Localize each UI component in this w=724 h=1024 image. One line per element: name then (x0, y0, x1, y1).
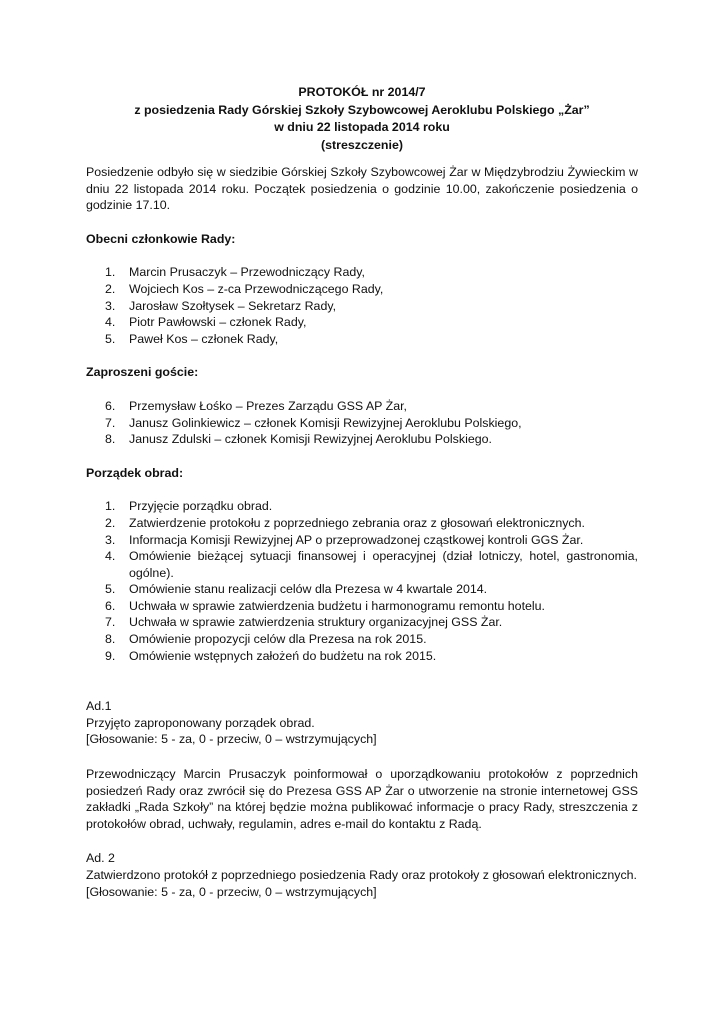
ad2-label: Ad. 2 (86, 851, 115, 866)
document-body (86, 164, 638, 900)
guests-heading: Zaproszeni goście: (86, 365, 199, 380)
list-item: 6. Uchwała w sprawie zatwierdzenia budżetu i harmonogramu remontu hotelu. (105, 598, 545, 613)
meeting-subject: z posiedzenia Rady Górskiej Szkoły Szybowcowej Aeroklubu Polskiego „Żar” (134, 102, 590, 117)
list-item: 2. Wojciech Kos – z-ca Przewodniczącego Rady, (105, 281, 384, 296)
list-item: 2. Zatwierdzenie protokołu z poprzedniego zebrania oraz z głosowań elektronicznych. (105, 515, 585, 530)
agenda-heading: Porządek obrad: (86, 465, 184, 480)
list-item: 9. Omówienie wstępnych założeń do budżetu na rok 2015. (105, 648, 437, 663)
list-item: 7. Janusz Golinkiewicz – członek Komisji Rewizyjnej Aeroklubu Polskiego, (105, 415, 522, 430)
list-item: 8. Janusz Zdulski – członek Komisji Rewizyjnej Aeroklubu Polskiego. (105, 432, 492, 447)
list-item: 8. Omówienie propozycji celów dla Prezesa na rok 2015. (105, 632, 427, 647)
list-item: 1. Marcin Prusaczyk – Przewodniczący Rady, (105, 265, 365, 280)
ad1-paragraph: Przewodniczący Marcin Prusaczyk poinformował o uporządkowaniu protokołów z poprzednich posiedzeń Rady oraz zwrócił się do Prezesa GSS AP Żar o utworzenie na stronie internetowej GSS zakładki „Rada Szkoły” na której będzie można publikować informacje o pracy Rady, streszczenia z protokołów obrad, uchwały, regulamin, adres e-mail do kontaktu z Radą. (86, 767, 638, 831)
document-header (0, 84, 724, 154)
list-item: 3. Informacja Komisji Rewizyjnej AP o przeprowadzonej cząstkowej kontroli GGS Żar. (105, 532, 584, 547)
ad2-vote: [Głosowanie: 5 - za, 0 - przeciw, 0 – wstrzymujących] (86, 884, 377, 899)
list-item: 5. Paweł Kos – członek Rady, (105, 331, 279, 346)
intro-paragraph: Posiedzenie odbyło się w siedzibie Górskiej Szkoły Szybowcowej Żar w Międzybrodziu Żywieckim w dniu 22 listopada 2014 roku. Początek posiedzenia o godzinie 10.00, zakończenie posiedzenia o godzinie 17.10. (86, 165, 638, 213)
members-list (86, 264, 638, 347)
summary-note: (streszczenie) (321, 137, 403, 152)
list-item: 4. Omówienie bieżącej sytuacji finansowej i operacyjnej (dział lotniczy, hotel, gastronomia, ogólne). (105, 549, 638, 580)
protocol-number: PROTOKÓŁ nr 2014/7 (298, 85, 426, 99)
agenda-list (86, 498, 638, 664)
list-item: 6. Przemysław Łośko – Prezes Zarządu GSS AP Żar, (105, 398, 407, 413)
list-item: 5. Omówienie stanu realizacji celów dla Prezesa w 4 kwartale 2014. (105, 582, 488, 597)
members-heading: Obecni członkowie Rady: (86, 231, 236, 246)
ad2-decision: Zatwierdzono protokół z poprzedniego posiedzenia Rady oraz protokoły z głosowań elektronicznych. (86, 868, 638, 882)
list-item: 7. Uchwała w sprawie zatwierdzenia struktury organizacyjnej GSS Żar. (105, 615, 503, 630)
guests-list (86, 398, 638, 448)
ad1-vote: [Głosowanie: 5 - za, 0 - przeciw, 0 – wstrzymujących] (86, 732, 377, 747)
ad1-decision: Przyjęto zaproponowany porządek obrad. (86, 715, 315, 730)
ad1-label: Ad.1 (86, 699, 112, 714)
meeting-date: w dniu 22 listopada 2014 roku (274, 120, 450, 134)
list-item: 1. Przyjęcie porządku obrad. (105, 499, 273, 514)
list-item: 3. Jarosław Szołtysek – Sekretarz Rady, (105, 298, 337, 313)
list-item: 4. Piotr Pawłowski – członek Rady, (105, 315, 307, 330)
